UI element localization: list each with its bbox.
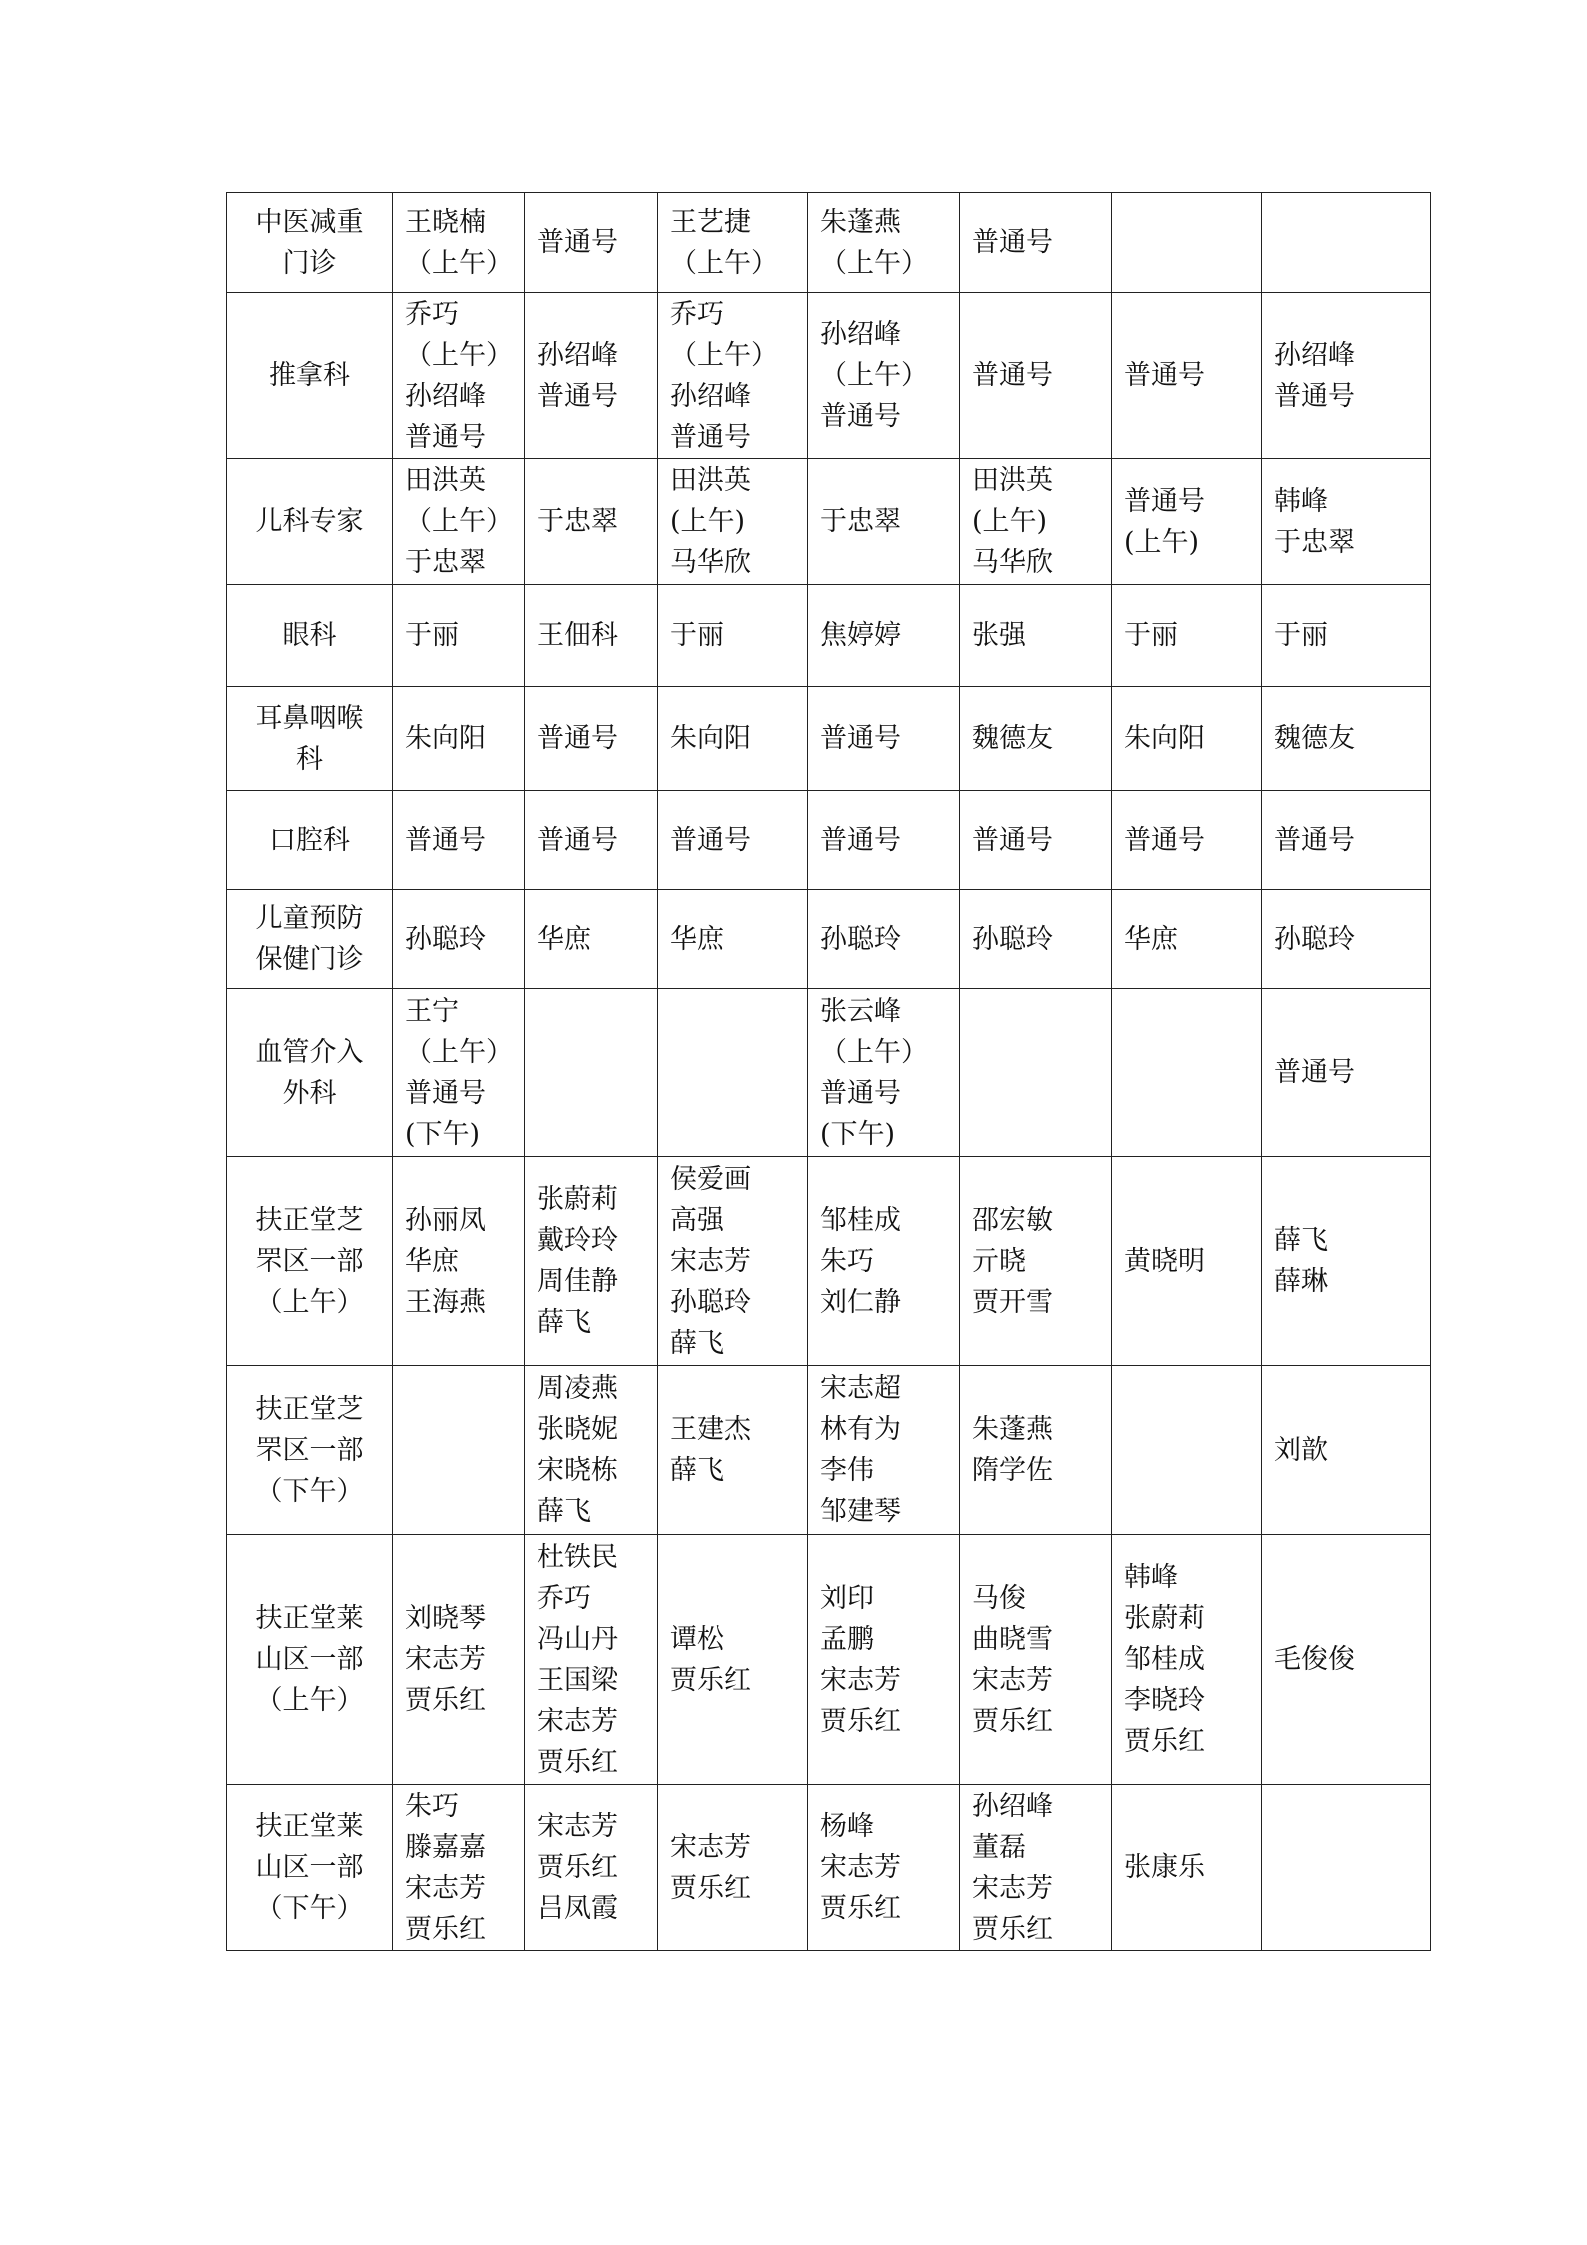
department-label: 门诊	[282, 247, 337, 279]
department-label: 扶正堂莱	[255, 1603, 364, 1634]
doctor-entry: 乔巧	[537, 1582, 591, 1614]
doctor-entry: 杨峰	[820, 1811, 874, 1842]
doctor-entry: 张蔚莉	[537, 1184, 618, 1215]
doctor-entry: 孙聪玲	[972, 923, 1053, 955]
schedule-cell	[1112, 293, 1262, 459]
schedule-cell	[1112, 1157, 1262, 1366]
table-row	[227, 1157, 1431, 1366]
schedule-cell	[393, 890, 525, 989]
doctor-entry: 刘仁静	[820, 1286, 901, 1318]
doctor-entry: 孙绍峰	[820, 319, 901, 350]
schedule-cell	[1112, 585, 1262, 687]
schedule-cell	[393, 459, 525, 585]
schedule-cell	[525, 293, 658, 459]
doctor-entry: 华庶	[537, 923, 591, 955]
schedule-cell	[960, 989, 1112, 1157]
doctor-entry: 华庶	[670, 923, 724, 955]
department-label: 口腔科	[269, 824, 350, 856]
doctor-entry: 贾乐红	[972, 1705, 1053, 1737]
doctor-entry: 宋志芳	[972, 1664, 1053, 1696]
doctor-entry: 孙绍峰	[972, 1790, 1053, 1822]
doctor-entry: 李晓玲	[1124, 1685, 1205, 1716]
schedule-cell	[960, 193, 1112, 293]
doctor-entry: 朱向阳	[670, 723, 751, 754]
schedule-cell	[1112, 687, 1262, 791]
department-label: 罘区一部	[255, 1245, 364, 1277]
doctor-entry: (上午)	[972, 506, 1048, 537]
doctor-entry: 贾乐红	[670, 1872, 751, 1904]
schedule-cell	[393, 585, 525, 687]
schedule-cell	[808, 1535, 960, 1785]
doctor-entry: 于忠翠	[1274, 526, 1355, 558]
schedule-cell	[960, 293, 1112, 459]
doctor-entry: 普通号	[537, 380, 618, 412]
doctor-entry: 贾乐红	[972, 1913, 1053, 1945]
doctor-entry: 王建杰	[670, 1414, 751, 1445]
doctor-entry: (下午)	[820, 1118, 896, 1150]
doctor-entry: 刘晓琴	[405, 1603, 486, 1634]
table-row	[227, 687, 1431, 791]
doctor-entry: (上午)	[1124, 526, 1200, 558]
schedule-cell	[658, 585, 808, 687]
doctor-entry: 贾乐红	[537, 1852, 618, 1883]
schedule-cell	[808, 193, 960, 293]
table-row	[227, 1785, 1431, 1951]
doctor-entry: 贾开雪	[972, 1286, 1053, 1318]
schedule-cell	[960, 1535, 1112, 1785]
department-label: （下午）	[255, 1893, 364, 1924]
doctor-entry: 张强	[972, 620, 1026, 651]
schedule-cell	[1262, 1366, 1431, 1535]
doctor-entry: 邹桂成	[820, 1204, 901, 1236]
doctor-entry: 薛飞	[537, 1307, 591, 1338]
schedule-cell	[808, 687, 960, 791]
schedule-cell	[1262, 890, 1431, 989]
table-row	[227, 293, 1431, 459]
doctor-entry: 于忠翠	[537, 506, 618, 537]
department-label: 扶正堂莱	[255, 1811, 364, 1842]
doctor-entry: 田洪英	[972, 465, 1053, 496]
doctor-entry: 普通号	[537, 227, 618, 258]
doctor-entry: 孙绍峰	[670, 380, 751, 412]
doctor-entry: 普通号	[820, 1077, 901, 1109]
doctor-entry: 王晓楠	[405, 206, 486, 238]
schedule-table	[226, 192, 1431, 1951]
doctor-entry: 周凌燕	[537, 1373, 618, 1404]
schedule-cell	[525, 890, 658, 989]
schedule-cell	[960, 1785, 1112, 1951]
schedule-cell	[1262, 687, 1431, 791]
doctor-entry: 宋志芳	[405, 1872, 486, 1904]
schedule-cell	[960, 1157, 1112, 1366]
schedule-cell	[658, 1366, 808, 1535]
doctor-entry: 薛飞	[537, 1496, 591, 1527]
schedule-cell	[960, 1366, 1112, 1535]
doctor-entry: 孙绍峰	[405, 380, 486, 412]
doctor-entry: 于丽	[1274, 620, 1328, 651]
doctor-entry: 曲晓雪	[972, 1623, 1053, 1655]
doctor-entry: 于丽	[1124, 620, 1178, 651]
table-row	[227, 1366, 1431, 1535]
schedule-cell	[658, 687, 808, 791]
department-cell	[227, 1366, 393, 1535]
schedule-cell	[525, 1535, 658, 1785]
doctor-entry: 宋志芳	[820, 1852, 901, 1883]
schedule-cell	[393, 1785, 525, 1951]
doctor-entry: 魏德友	[972, 723, 1053, 754]
doctor-entry: 魏德友	[1274, 723, 1355, 754]
doctor-entry: 宋志芳	[670, 1831, 751, 1863]
schedule-cell	[1262, 585, 1431, 687]
doctor-entry: 周佳静	[537, 1266, 618, 1297]
doctor-entry: 贾乐红	[1124, 1726, 1205, 1757]
doctor-entry: 田洪英	[670, 465, 751, 496]
doctor-entry: 谭松	[670, 1623, 724, 1655]
doctor-entry: 宋志芳	[670, 1245, 751, 1277]
doctor-entry: 华庶	[1124, 923, 1178, 955]
doctor-entry: 王艺捷	[670, 206, 751, 238]
doctor-entry: 普通号	[1274, 824, 1355, 856]
doctor-entry: 高强	[670, 1204, 724, 1236]
schedule-cell	[808, 989, 960, 1157]
schedule-cell	[960, 890, 1112, 989]
department-label: 山区一部	[255, 1644, 364, 1675]
department-cell	[227, 1535, 393, 1785]
doctor-entry: 薛飞	[670, 1327, 724, 1359]
schedule-cell	[393, 1535, 525, 1785]
schedule-cell	[393, 989, 525, 1157]
doctor-entry: 普通号	[1274, 380, 1355, 412]
doctor-entry: （上午）	[405, 506, 513, 537]
doctor-entry: 朱巧	[820, 1245, 874, 1277]
doctor-entry: 冯山丹	[537, 1623, 618, 1655]
doctor-entry: 孙聪玲	[405, 923, 486, 955]
doctor-entry: 于丽	[670, 620, 724, 651]
schedule-cell	[808, 1785, 960, 1951]
doctor-entry: 贾乐红	[670, 1664, 751, 1696]
department-cell	[227, 687, 393, 791]
table-row	[227, 1535, 1431, 1785]
doctor-entry: 董磊	[972, 1831, 1026, 1863]
department-label: 儿童预防	[255, 903, 364, 934]
schedule-cell	[525, 585, 658, 687]
doctor-entry: 孙绍峰	[1274, 339, 1355, 371]
schedule-cell	[1112, 1535, 1262, 1785]
schedule-cell	[1262, 193, 1431, 293]
doctor-entry: 王宁	[405, 995, 459, 1027]
doctor-entry: 于忠翠	[405, 547, 486, 578]
doctor-entry: 普通号	[1124, 824, 1205, 856]
doctor-entry: 普通号	[405, 824, 486, 856]
doctor-entry: 宋志芳	[537, 1811, 618, 1842]
department-label: 科	[296, 743, 323, 775]
doctor-entry: 滕嘉嘉	[405, 1831, 486, 1863]
department-cell	[227, 890, 393, 989]
department-label: 外科	[282, 1077, 337, 1109]
schedule-cell	[960, 585, 1112, 687]
doctor-entry: 普通号	[670, 824, 751, 856]
department-label: 中医减重	[255, 206, 364, 238]
schedule-cell	[393, 1157, 525, 1366]
department-label: 保健门诊	[255, 944, 364, 975]
schedule-cell	[808, 1366, 960, 1535]
department-label: 扶正堂芝	[255, 1393, 364, 1425]
doctor-entry: 隋学佐	[972, 1455, 1053, 1486]
doctor-entry: 吕凤霞	[537, 1893, 618, 1924]
table-row	[227, 585, 1431, 687]
doctor-entry: 杜铁民	[537, 1541, 618, 1573]
schedule-cell	[1262, 1785, 1431, 1951]
doctor-entry: 普通号	[405, 1077, 486, 1109]
schedule-cell	[1262, 791, 1431, 890]
table-row	[227, 193, 1431, 293]
department-label: （上午）	[255, 1685, 364, 1716]
doctor-entry: （上午）	[820, 360, 928, 391]
schedule-cell	[658, 989, 808, 1157]
table-row	[227, 890, 1431, 989]
doctor-entry: 王国梁	[537, 1664, 618, 1696]
doctor-entry: 王海燕	[405, 1286, 486, 1318]
schedule-cell	[808, 459, 960, 585]
doctor-entry: （上午）	[670, 247, 778, 279]
doctor-entry: 普通号	[537, 723, 618, 754]
doctor-entry: 侯爱画	[670, 1163, 751, 1195]
department-label: 推拿科	[269, 360, 350, 391]
schedule-cell	[525, 989, 658, 1157]
schedule-cell	[1262, 1157, 1431, 1366]
schedule-cell	[1112, 459, 1262, 585]
doctor-entry: 宋志芳	[405, 1644, 486, 1675]
schedule-cell	[658, 293, 808, 459]
schedule-cell	[658, 890, 808, 989]
doctor-entry: 宋志芳	[820, 1664, 901, 1696]
doctor-entry: 王佃科	[537, 620, 618, 651]
doctor-entry: 薛飞	[1274, 1225, 1328, 1256]
doctor-entry: 于忠翠	[820, 506, 901, 537]
schedule-cell	[1262, 459, 1431, 585]
doctor-entry: 马华欣	[972, 547, 1053, 578]
schedule-cell	[1112, 989, 1262, 1157]
schedule-cell	[525, 459, 658, 585]
doctor-entry: 马俊	[972, 1582, 1026, 1614]
schedule-cell	[525, 1785, 658, 1951]
doctor-entry: 普通号	[820, 723, 901, 754]
doctor-entry: （上午）	[405, 1036, 513, 1068]
doctor-entry: 普通号	[1274, 1057, 1355, 1088]
doctor-entry: 普通号	[405, 421, 486, 453]
department-cell	[227, 293, 393, 459]
doctor-entry: 刘歆	[1274, 1434, 1328, 1466]
department-cell	[227, 193, 393, 293]
doctor-entry: 贾乐红	[820, 1705, 901, 1737]
doctor-entry: 贾乐红	[405, 1913, 486, 1945]
doctor-entry: 宋晓栋	[537, 1455, 618, 1486]
schedule-cell	[658, 1785, 808, 1951]
schedule-cell	[960, 791, 1112, 890]
schedule-cell	[525, 791, 658, 890]
doctor-entry: 普通号	[670, 421, 751, 453]
department-label: 罘区一部	[255, 1434, 364, 1466]
doctor-entry: 朱向阳	[1124, 723, 1205, 754]
doctor-entry: 刘印	[820, 1582, 874, 1614]
doctor-entry: 贾乐红	[820, 1893, 901, 1924]
doctor-entry: 张晓妮	[537, 1414, 618, 1445]
department-cell	[227, 1785, 393, 1951]
department-label: 眼科	[282, 620, 337, 651]
doctor-entry: 黄晓明	[1124, 1245, 1205, 1277]
doctor-entry: 田洪英	[405, 465, 486, 496]
doctor-entry: 孙绍峰	[537, 339, 618, 371]
doctor-entry: 普通号	[1124, 360, 1205, 391]
doctor-entry: 邹桂成	[1124, 1644, 1205, 1675]
doctor-entry: 普通号	[972, 824, 1053, 856]
department-cell	[227, 459, 393, 585]
schedule-cell	[393, 1366, 525, 1535]
schedule-cell	[1112, 890, 1262, 989]
schedule-cell	[1112, 1366, 1262, 1535]
doctor-entry: 于丽	[405, 620, 459, 651]
doctor-entry: 张蔚莉	[1124, 1603, 1205, 1634]
schedule-cell	[1112, 193, 1262, 293]
schedule-cell	[808, 791, 960, 890]
schedule-cell	[658, 1157, 808, 1366]
schedule-cell	[393, 687, 525, 791]
doctor-entry: 薛飞	[670, 1455, 724, 1486]
doctor-entry: 孟鹏	[820, 1623, 874, 1655]
department-cell	[227, 1157, 393, 1366]
table-row	[227, 791, 1431, 890]
doctor-entry: 普通号	[537, 824, 618, 856]
doctor-entry: 贾乐红	[537, 1746, 618, 1778]
doctor-entry: 亓晓	[972, 1245, 1026, 1277]
doctor-entry: 薛琳	[1274, 1266, 1328, 1297]
doctor-entry: 乔巧	[670, 298, 724, 330]
doctor-entry: 乔巧	[405, 298, 459, 330]
doctor-entry: 林有为	[820, 1414, 901, 1445]
doctor-entry: 张云峰	[820, 995, 901, 1027]
doctor-entry: 华庶	[405, 1245, 459, 1277]
doctor-entry: （上午）	[670, 339, 778, 371]
doctor-entry: （上午）	[820, 1036, 928, 1068]
doctor-entry: 李伟	[820, 1455, 874, 1486]
doctor-entry: 宋志芳	[972, 1872, 1053, 1904]
schedule-cell	[808, 585, 960, 687]
doctor-entry: 邵宏敏	[972, 1204, 1053, 1236]
schedule-cell	[658, 193, 808, 293]
schedule-cell	[1112, 791, 1262, 890]
doctor-entry: 马华欣	[670, 547, 751, 578]
doctor-entry: 普通号	[1124, 485, 1205, 517]
schedule-cell	[525, 1366, 658, 1535]
schedule-cell	[525, 193, 658, 293]
doctor-entry: 朱巧	[405, 1790, 459, 1822]
schedule-cell	[960, 459, 1112, 585]
schedule-cell	[808, 890, 960, 989]
doctor-entry: 邹建琴	[820, 1496, 901, 1527]
schedule-cell	[658, 791, 808, 890]
doctor-entry: (上午)	[670, 506, 746, 537]
doctor-entry: 孙聪玲	[670, 1286, 751, 1318]
department-label: 扶正堂芝	[255, 1204, 364, 1236]
schedule-cell	[658, 1535, 808, 1785]
doctor-entry: （上午）	[405, 247, 513, 279]
doctor-entry: 焦婷婷	[820, 620, 901, 651]
doctor-entry: 宋志芳	[537, 1705, 618, 1737]
table-row	[227, 459, 1431, 585]
doctor-entry: 张康乐	[1124, 1852, 1205, 1883]
schedule-cell	[808, 1157, 960, 1366]
doctor-entry: （上午）	[820, 247, 928, 279]
schedule-cell	[1262, 293, 1431, 459]
doctor-entry: 普通号	[972, 227, 1053, 258]
department-cell	[227, 791, 393, 890]
department-cell	[227, 585, 393, 687]
doctor-entry: 普通号	[972, 360, 1053, 391]
schedule-cell	[1262, 989, 1431, 1157]
doctor-entry: (下午)	[405, 1118, 481, 1150]
department-label: （下午）	[255, 1475, 364, 1507]
schedule-cell	[960, 687, 1112, 791]
department-label: 儿科专家	[255, 506, 364, 537]
doctor-entry: （上午）	[405, 339, 513, 371]
doctor-entry: 韩峰	[1124, 1562, 1178, 1593]
doctor-entry: 朱蓬燕	[972, 1414, 1053, 1445]
doctor-entry: 宋志超	[820, 1373, 901, 1404]
department-label: 耳鼻咽喉	[255, 702, 364, 734]
schedule-cell	[393, 293, 525, 459]
doctor-entry: 孙聪玲	[820, 923, 901, 955]
doctor-entry: 朱蓬燕	[820, 206, 901, 238]
schedule-cell	[1112, 1785, 1262, 1951]
doctor-entry: 戴玲玲	[537, 1225, 618, 1256]
schedule-cell	[658, 459, 808, 585]
department-label: 山区一部	[255, 1852, 364, 1883]
department-label: 血管介入	[255, 1036, 364, 1068]
doctor-entry: 韩峰	[1274, 485, 1328, 517]
doctor-entry: 毛俊俊	[1274, 1644, 1355, 1675]
doctor-entry: 朱向阳	[405, 723, 486, 754]
schedule-cell	[808, 293, 960, 459]
department-cell	[227, 989, 393, 1157]
schedule-cell	[1262, 1535, 1431, 1785]
schedule-cell	[525, 1157, 658, 1366]
doctor-entry: 孙丽凤	[405, 1204, 486, 1236]
schedule-cell	[525, 687, 658, 791]
doctor-entry: 普通号	[820, 824, 901, 856]
doctor-entry: 孙聪玲	[1274, 923, 1355, 955]
doctor-entry: 普通号	[820, 401, 901, 432]
department-label: （上午）	[255, 1286, 364, 1318]
doctor-entry: 贾乐红	[405, 1685, 486, 1716]
table-row	[227, 989, 1431, 1157]
schedule-cell	[393, 193, 525, 293]
schedule-cell	[393, 791, 525, 890]
